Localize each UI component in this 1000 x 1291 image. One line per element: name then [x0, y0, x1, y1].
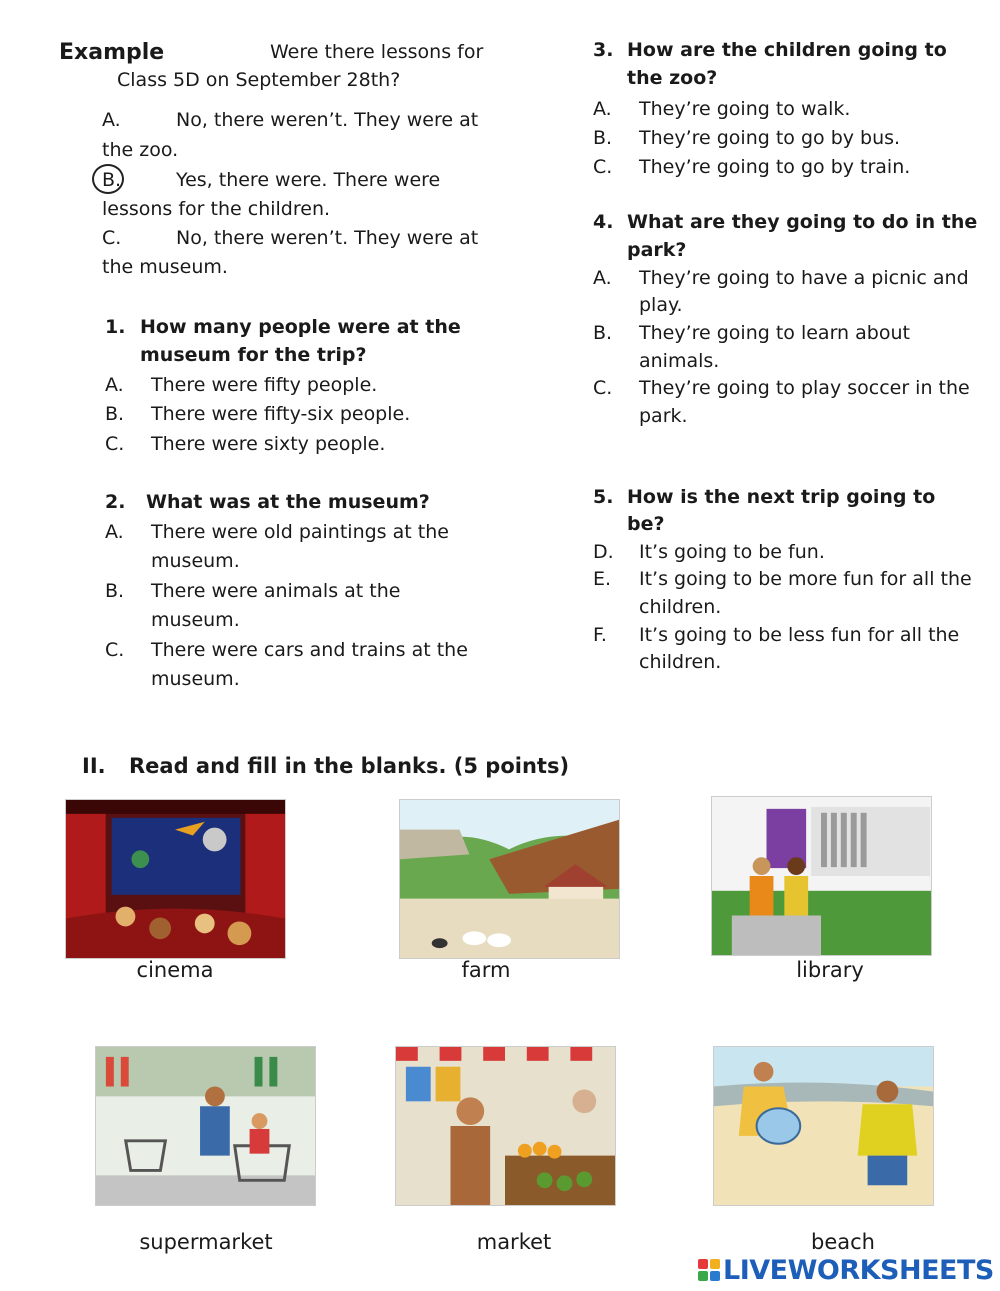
- example-option-c-text: No, there weren’t. They were at: [176, 227, 479, 249]
- beach-picture-icon: [713, 1046, 934, 1206]
- question-3-option-b-letter: B.: [593, 127, 613, 149]
- cinema-picture-icon: [65, 799, 286, 959]
- example-option-c-text-cont: the museum.: [102, 256, 228, 278]
- liveworksheets-logo: [698, 1255, 994, 1285]
- question-1-option-b-letter: B.: [105, 403, 125, 425]
- question-5-option-f-text: It’s going to be less fun for all the: [639, 624, 960, 646]
- question-2-option-b-text-cont: museum.: [151, 609, 240, 631]
- section-2-title: Read and fill in the blanks. (5 points): [129, 754, 570, 778]
- question-2-option-c-letter: C.: [105, 639, 125, 661]
- question-1-text-cont: museum for the trip?: [140, 344, 367, 366]
- farm-picture-icon: [399, 799, 620, 959]
- question-4-option-c-letter: C.: [593, 377, 613, 399]
- question-4-option-a-text: They’re going to have a picnic and: [639, 267, 969, 289]
- question-1-text: How many people were at the: [140, 316, 461, 338]
- question-1-option-c-text: There were sixty people.: [151, 433, 386, 455]
- question-5-option-d-letter: D.: [593, 541, 614, 563]
- question-1-number: 1.: [105, 316, 126, 338]
- question-2-option-b-text: There were animals at the: [151, 580, 401, 602]
- question-5-number: 5.: [593, 486, 614, 508]
- question-5-text: How is the next trip going to: [627, 486, 936, 508]
- question-5-option-d-text: It’s going to be fun.: [639, 541, 825, 563]
- logo-text: LIVEWORKSHEETS: [723, 1254, 994, 1286]
- question-2-option-b-letter: B.: [105, 580, 125, 602]
- example-option-b-text: Yes, there were. There were: [176, 169, 441, 191]
- example-option-a-text: No, there weren’t. They were at: [176, 109, 479, 131]
- question-5-option-e-text-cont: children.: [639, 596, 722, 618]
- question-1-option-a-letter: A.: [105, 374, 124, 396]
- question-3-option-b-text: They’re going to go by bus.: [639, 127, 901, 149]
- farm-caption: farm: [461, 958, 511, 982]
- question-5-option-e-text: It’s going to be more fun for all the: [639, 568, 972, 590]
- question-3-option-c-letter: C.: [593, 156, 613, 178]
- question-5-option-f-letter: F.: [593, 624, 607, 646]
- question-3-text: How are the children going to: [627, 39, 947, 61]
- section-2-numeral: II.: [82, 754, 106, 778]
- example-option-b-letter: B.: [102, 169, 122, 191]
- example-question-line1: Were there lessons for: [270, 41, 484, 63]
- logo-blocks-icon: [698, 1259, 720, 1281]
- question-2-option-a-text-cont: museum.: [151, 550, 240, 572]
- example-option-c-letter: C.: [102, 227, 122, 249]
- question-4-option-c-text-cont: park.: [639, 405, 688, 427]
- question-4-option-a-text-cont: play.: [639, 294, 683, 316]
- question-5-option-f-text-cont: children.: [639, 651, 722, 673]
- example-option-a-letter: A.: [102, 109, 121, 131]
- question-4-text: What are they going to do in the: [627, 211, 978, 233]
- question-2-option-c-text: There were cars and trains at the: [151, 639, 468, 661]
- question-2-text: What was at the museum?: [146, 491, 430, 513]
- library-picture-icon: [711, 796, 932, 956]
- question-4-option-a-letter: A.: [593, 267, 612, 289]
- question-3-text-cont: the zoo?: [627, 67, 718, 89]
- example-label: Example: [59, 40, 165, 65]
- example-option-b-text-cont: lessons for the children.: [102, 198, 331, 220]
- question-2-option-c-text-cont: museum.: [151, 668, 240, 690]
- question-4-number: 4.: [593, 211, 614, 233]
- question-4-text-cont: park?: [627, 239, 687, 261]
- supermarket-caption: supermarket: [139, 1230, 273, 1254]
- question-1-option-b-text: There were fifty-six people.: [151, 403, 411, 425]
- question-4-option-b-text-cont: animals.: [639, 350, 720, 372]
- question-4-option-b-letter: B.: [593, 322, 613, 344]
- question-5-option-e-letter: E.: [593, 568, 612, 590]
- question-5-text-cont: be?: [627, 513, 665, 535]
- question-3-number: 3.: [593, 39, 614, 61]
- question-3-option-a-text: They’re going to walk.: [639, 98, 851, 120]
- market-picture-icon: [395, 1046, 616, 1206]
- beach-caption: beach: [811, 1230, 875, 1254]
- question-3-option-c-text: They’re going to go by train.: [639, 156, 911, 178]
- example-option-a-text-cont: the zoo.: [102, 139, 179, 161]
- question-3-option-a-letter: A.: [593, 98, 612, 120]
- question-2-option-a-text: There were old paintings at the: [151, 521, 449, 543]
- supermarket-picture-icon: [95, 1046, 316, 1206]
- question-2-number: 2.: [105, 491, 126, 513]
- question-4-option-c-text: They’re going to play soccer in the: [639, 377, 970, 399]
- question-2-option-a-letter: A.: [105, 521, 124, 543]
- cinema-caption: cinema: [136, 958, 214, 982]
- question-1-option-c-letter: C.: [105, 433, 125, 455]
- library-caption: library: [796, 958, 864, 982]
- question-4-option-b-text: They’re going to learn about: [639, 322, 910, 344]
- market-caption: market: [476, 1230, 552, 1254]
- example-question-line2: Class 5D on September 28th?: [117, 69, 401, 91]
- question-1-option-a-text: There were fifty people.: [151, 374, 378, 396]
